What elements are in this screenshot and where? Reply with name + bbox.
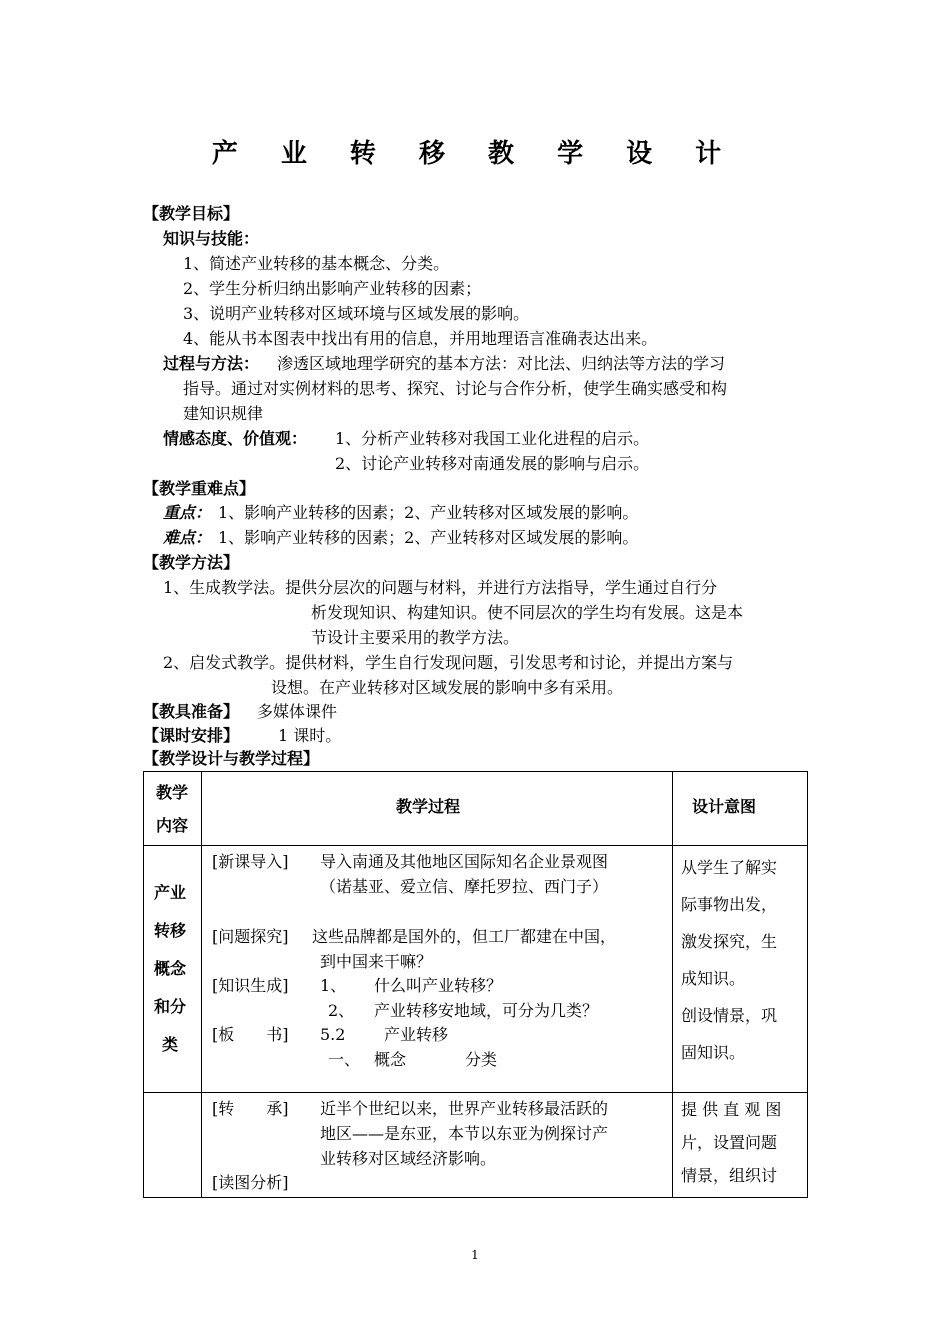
- board-sub-item: 概念: [374, 1050, 407, 1069]
- table-row: [144, 846, 808, 1093]
- generation-tag: [知识生成]: [212, 976, 289, 995]
- header-intent-label: 设计意图: [692, 797, 757, 816]
- schedule-heading: 【课时安排】: [143, 726, 240, 745]
- lesson-table: [143, 771, 808, 1198]
- intent-line: 创设情景，巩: [681, 1006, 778, 1025]
- row1-content-line: 产业: [154, 883, 187, 902]
- row1-intent: [673, 846, 807, 1092]
- generation-q-number: 2、: [328, 1001, 355, 1020]
- header-intent: [673, 772, 807, 845]
- table-header-row: [144, 772, 808, 846]
- document-title: 产 业 转 移 教 学 设 计: [211, 139, 739, 169]
- intent-line: 固知识。: [681, 1043, 746, 1062]
- generation-question: 什么叫产业转移？: [374, 976, 503, 995]
- emotion-item: 1、分析产业转移对我国工业化进程的启示。: [335, 429, 650, 448]
- row2-intent-text: [681, 1093, 781, 1192]
- intent-line: 激发探究，生: [681, 932, 778, 951]
- row1-content-line: 和分: [154, 997, 187, 1016]
- emotion-heading: 情感态度、价值观：: [163, 429, 308, 448]
- read-map-tag: [读图分析]: [212, 1173, 289, 1192]
- board-sub-number: 一、: [328, 1050, 361, 1069]
- intent-line: 际事物出发，: [681, 895, 778, 914]
- knowledge-item: 2、学生分析归纳出影响产业转移的因素；: [183, 279, 482, 298]
- generation-q-number: 1、: [320, 976, 347, 995]
- board-title: 产业转移: [384, 1025, 449, 1044]
- row1-content-line: 类: [162, 1035, 179, 1054]
- board-tag: [板 书]: [212, 1025, 289, 1044]
- row1-content-line: 转移: [154, 921, 187, 940]
- transition-line: 地区——是东亚，本节以东亚为例探讨产: [320, 1124, 609, 1143]
- process-line: 渗透区域地理学研究的基本方法：对比法、归纳法等方法的学习: [277, 354, 726, 373]
- transition-line: 业转移对区域经济影响。: [320, 1149, 497, 1168]
- process-heading: 过程与方法：: [163, 354, 260, 373]
- keypoints-heading: 【教学重难点】: [143, 479, 256, 498]
- transition-tag: [转 承]: [212, 1099, 289, 1118]
- method1-line: 1、生成教学法。提供分层次的问题与材料，并进行方法指导，学生通过自行分: [163, 578, 718, 597]
- intro-text: 导入南通及其他地区国际知名企业景观图: [320, 852, 609, 871]
- table-row: [144, 1093, 808, 1198]
- process-line: 建知识规律: [183, 404, 264, 423]
- row1-process: [202, 846, 672, 1092]
- row2-content: [144, 1093, 201, 1197]
- objectives-heading: 【教学目标】: [143, 204, 240, 223]
- explore-tag: [问题探究]: [212, 927, 289, 946]
- header-content-line: 教学: [156, 783, 189, 802]
- board-number: 5.2: [320, 1025, 346, 1044]
- intent-line: 片，设置问题: [681, 1133, 778, 1152]
- header-process: [202, 772, 672, 845]
- board-sub-item: 分类: [465, 1050, 498, 1069]
- tools-text: 多媒体课件: [257, 702, 338, 721]
- intro-text: （诺基亚、爱立信、摩托罗拉、西门子）: [320, 877, 609, 896]
- knowledge-item: 4、能从书本图表中找出有用的信息，并用地理语言准确表达出来。: [183, 329, 658, 348]
- page-number: 1: [471, 1248, 479, 1262]
- row1-content: [144, 846, 201, 1092]
- method1-line: 析发现知识、构建知识。使不同层次的学生均有发展。这是本: [311, 603, 744, 622]
- intent-line: 情景，组织讨: [681, 1166, 778, 1185]
- intro-tag: [新课导入]: [212, 852, 289, 871]
- method1-line: 节设计主要采用的教学方法。: [311, 628, 520, 647]
- tools-heading: 【教具准备】: [143, 702, 240, 721]
- header-content: [144, 772, 201, 845]
- schedule-text: 1 课时。: [278, 726, 342, 745]
- header-content-line: 内容: [156, 816, 189, 835]
- process-line: 指导。通过对实例材料的思考、探究、讨论与合作分析，使学生确实感受和构: [183, 379, 728, 398]
- method2-line: 2、启发式教学。提供材料，学生自行发现问题，引发思考和讨论，并提出方案与: [163, 653, 734, 672]
- generation-question: 产业转移安地域，可分为几类？: [374, 1001, 599, 1020]
- header-process-label: 教学过程: [396, 797, 461, 816]
- methods-heading: 【教学方法】: [143, 553, 240, 572]
- knowledge-heading: 知识与技能：: [163, 229, 260, 248]
- intent-line: 提 供 直 观 图: [681, 1100, 782, 1119]
- row2-process: [202, 1093, 672, 1197]
- intent-line: 成知识。: [681, 969, 746, 988]
- row1-content-line: 概念: [154, 959, 187, 978]
- knowledge-item: 3、说明产业转移对区域环境与区域发展的影响。: [183, 304, 530, 323]
- focus-label: 重点：: [163, 503, 212, 522]
- knowledge-item: 1、简述产业转移的基本概念、分类。: [183, 254, 450, 273]
- emotion-item: 2、讨论产业转移对南通发展的影响与启示。: [335, 454, 650, 473]
- row1-intent-text: [681, 849, 777, 1071]
- explore-text: 到中国来干嘛？: [320, 952, 433, 971]
- intent-line: 从学生了解实: [681, 858, 778, 877]
- difficulty-label: 难点：: [163, 528, 212, 547]
- row2-intent: [673, 1093, 807, 1197]
- explore-text: 这些品牌都是国外的，但工厂都建在中国，: [312, 927, 617, 946]
- transition-line: 近半个世纪以来，世界产业转移最活跃的: [320, 1099, 609, 1118]
- difficulty-text: 1、影响产业转移的因素；2、产业转移对区域发展的影响。: [218, 528, 639, 547]
- method2-line: 设想。在产业转移对区域发展的影响中多有采用。: [271, 678, 624, 697]
- focus-text: 1、影响产业转移的因素；2、产业转移对区域发展的影响。: [218, 503, 639, 522]
- design-heading: 【教学设计与教学过程】: [143, 749, 320, 768]
